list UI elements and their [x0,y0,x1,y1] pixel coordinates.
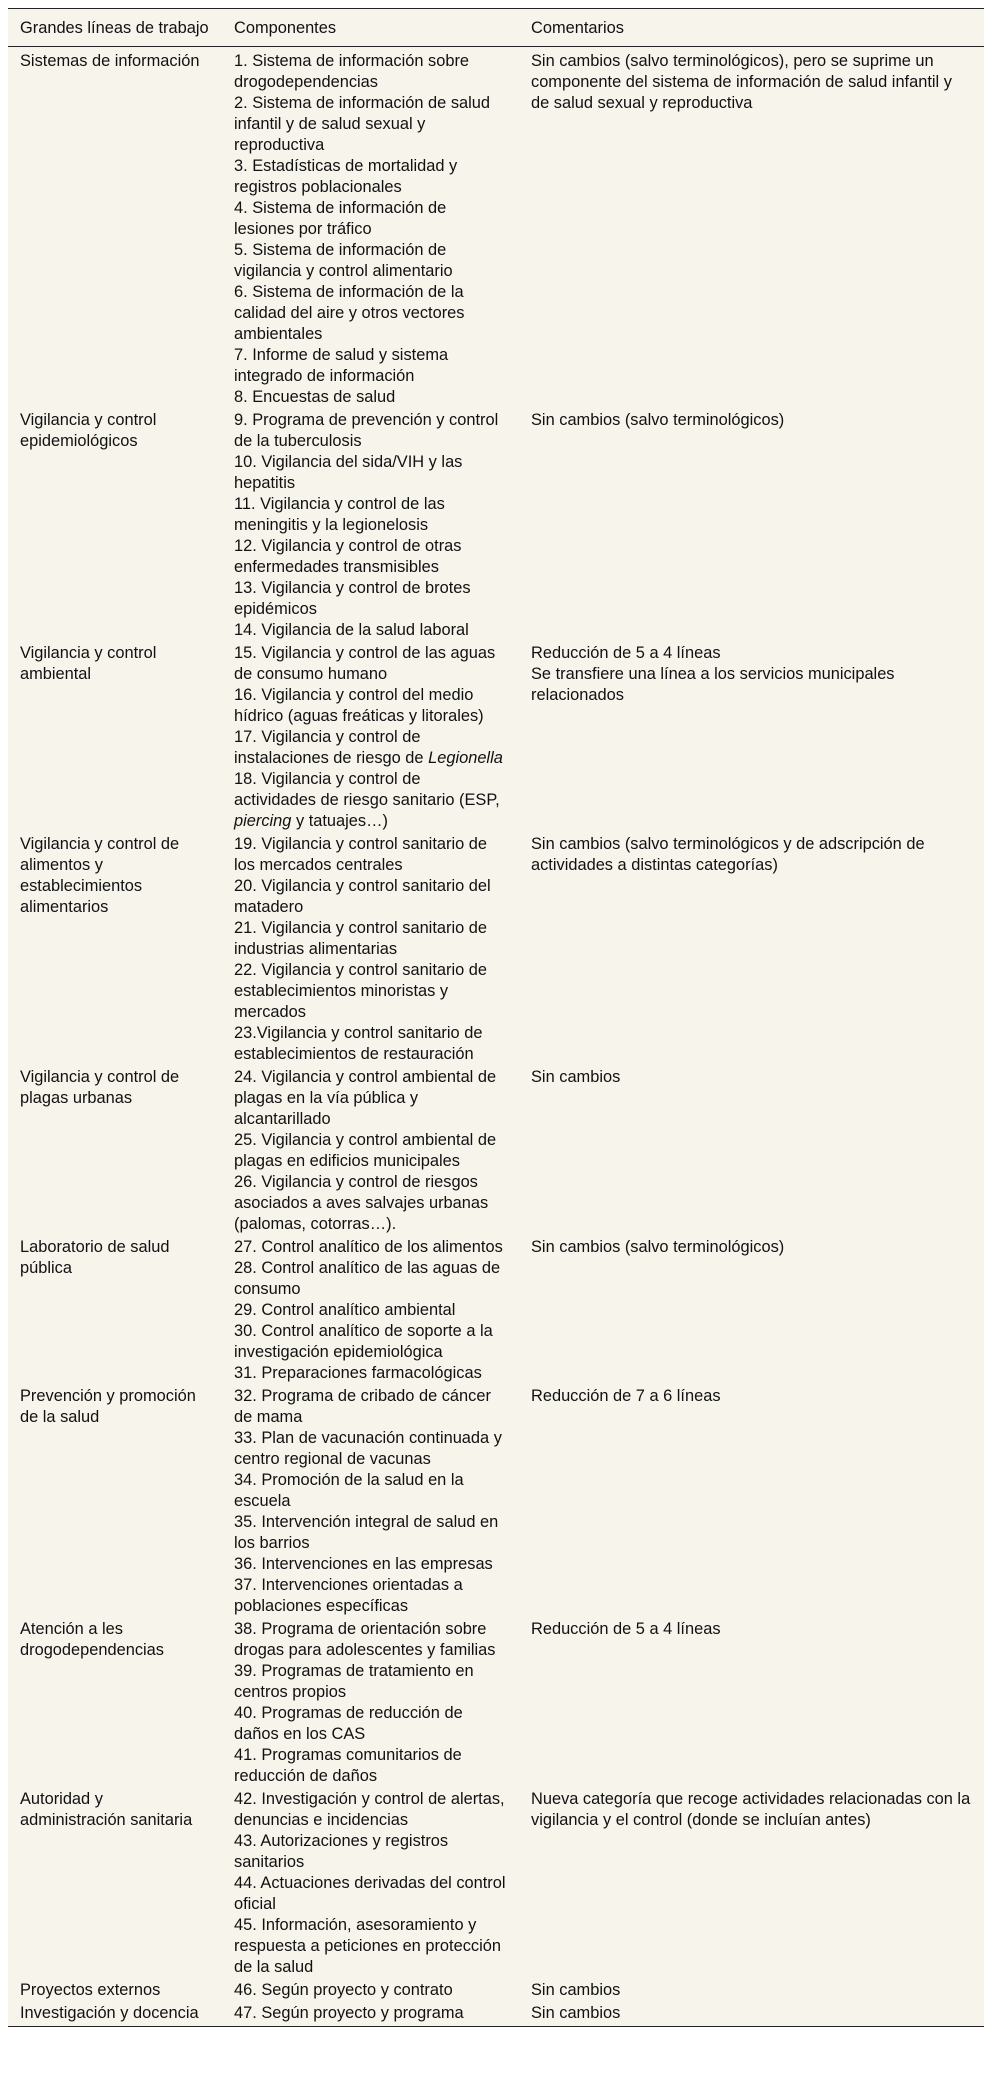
componente-item: 25. Vigilancia y control ambiental de plagas en edificios municipales [234,1131,497,1170]
componente-item: 41. Programas comunitarios de reducción de daños [234,1746,462,1785]
componente-item: 34. Promoción de la salud en la escuela [234,1471,464,1510]
componente-item: 12. Vigilancia y control de otras enfermedades transmisibles [234,537,462,576]
row-area-cell: Proyectos externos [20,1981,161,1999]
work-lines-table-container [8,8,984,2027]
componente-item: 26. Vigilancia y control de riesgos asociados a aves salvajes urbanas (palomas, cotorras…). [234,1173,489,1233]
header-comentarios: Comentarios [519,9,984,47]
table-row [8,1066,984,1236]
row-componentes-cell [222,47,519,410]
row-area-cell: Sistemas de información [20,52,200,70]
row-comentarios-cell [519,1979,984,2002]
row-comentarios-cell [519,47,984,410]
row-comentarios-cell [519,1788,984,1979]
comentario-item: Sin cambios (salvo terminológicos), pero se suprime un componente del sistema de información de salud infantil y de salud sexual y reproductiva [531,52,952,112]
componente-item: 8. Encuestas de salud [234,388,396,406]
row-comentarios-cell [519,1618,984,1788]
componente-item: 24. Vigilancia y control ambiental de plagas en la vía pública y alcantarillado [234,1068,497,1128]
componente-item: 9. Programa de prevención y control de la tuberculosis [234,411,499,450]
row-area-cell: Vigilancia y control ambiental [20,644,157,683]
componente-item: 20. Vigilancia y control sanitario del matadero [234,877,491,916]
table-row [8,2002,984,2026]
row-comentarios-cell [519,642,984,833]
table-row [8,833,984,1066]
row-comentarios-cell [519,1236,984,1385]
componente-item: 42. Investigación y control de alertas, denuncias e incidencias [234,1790,505,1829]
row-componentes-cell [222,1385,519,1618]
row-componentes-cell [222,1066,519,1236]
comentario-item: Sin cambios (salvo terminológicos) [531,411,785,429]
row-comentarios-cell [519,2002,984,2026]
componente-item: 21. Vigilancia y control sanitario de industrias alimentarias [234,919,487,958]
componente-item: 4. Sistema de información de lesiones por tráfico [234,199,447,238]
row-area-cell: Vigilancia y control de alimentos y establecimientos alimentarios [20,835,180,916]
row-componentes-cell [222,1618,519,1788]
row-componentes-cell [222,1979,519,2002]
table-row [8,1385,984,1618]
row-area-cell: Laboratorio de salud pública [20,1238,170,1277]
componente-item: 29. Control analítico ambiental [234,1301,456,1319]
table-body [8,47,984,2027]
componente-item: 31. Preparaciones farmacológicas [234,1364,482,1382]
componente-item: 45. Información, asesoramiento y respuesta a peticiones en protección de la salud [234,1916,501,1976]
componente-item: 27. Control analítico de los alimentos [234,1238,503,1256]
comentario-item: Nueva categoría que recoge actividades relacionadas con la vigilancia y el control (donde se incluían antes) [531,1790,971,1829]
row-area-cell: Prevención y promoción de la salud [20,1387,196,1426]
componente-item: 39. Programas de tratamiento en centros propios [234,1662,474,1701]
componente-item: 15. Vigilancia y control de las aguas de consumo humano [234,644,496,683]
comentario-item: Sin cambios [531,2004,621,2022]
componente-item: 47. Según proyecto y programa [234,2004,464,2022]
componente-item: 3. Estadísticas de mortalidad y registros poblacionales [234,157,458,196]
row-comentarios-cell [519,1385,984,1618]
table-header [8,9,984,47]
table-row [8,642,984,833]
row-comentarios-cell [519,833,984,1066]
componente-item: 36. Intervenciones en las empresas [234,1555,493,1573]
componente-item: 35. Intervención integral de salud en los barrios [234,1513,499,1552]
row-area-cell: Investigación y docencia [20,2004,199,2022]
header-grandes-lineas: Grandes líneas de trabajo [8,9,222,47]
row-area-cell: Vigilancia y control de plagas urbanas [20,1068,180,1107]
componente-item: 14. Vigilancia de la salud laboral [234,621,469,639]
componente-item: 13. Vigilancia y control de brotes epidémicos [234,579,471,618]
table-row [8,1979,984,2002]
comentario-item: Reducción de 7 a 6 líneas [531,1387,721,1405]
componente-item: 38. Programa de orientación sobre drogas para adolescentes y familias [234,1620,496,1659]
comentario-item: Reducción de 5 a 4 líneas [531,644,721,662]
componente-item: 30. Control analítico de soporte a la investigación epidemiológica [234,1322,493,1361]
componente-item: 32. Programa de cribado de cáncer de mama [234,1387,491,1426]
row-comentarios-cell [519,409,984,642]
row-area-cell: Atención a les drogodependencias [20,1620,164,1659]
table-row [8,47,984,410]
row-componentes-cell [222,642,519,833]
row-componentes-cell [222,1788,519,1979]
row-componentes-cell [222,833,519,1066]
comentario-item: Sin cambios [531,1068,621,1086]
row-area-cell: Autoridad y administración sanitaria [20,1790,193,1829]
componente-item: 17. Vigilancia y control de instalaciones de riesgo de Legionella [234,728,503,767]
componente-item: 22. Vigilancia y control sanitario de establecimientos minoristas y mercados [234,961,487,1021]
componente-item: 1. Sistema de información sobre drogodependencias [234,52,470,91]
header-componentes: Componentes [222,9,519,47]
row-area-cell: Vigilancia y control epidemiológicos [20,411,157,450]
componente-item: 2. Sistema de información de salud infantil y de salud sexual y reproductiva [234,94,491,154]
comentario-item: Reducción de 5 a 4 líneas [531,1620,721,1638]
componente-item: 7. Informe de salud y sistema integrado de información [234,346,449,385]
componente-item: 11. Vigilancia y control de las meningitis y la legionelosis [234,495,445,534]
row-componentes-cell [222,2002,519,2026]
componente-item: 33. Plan de vacunación continuada y centro regional de vacunas [234,1429,502,1468]
componente-item: 37. Intervenciones orientadas a poblaciones específicas [234,1576,463,1615]
componente-item: 16. Vigilancia y control del medio hídrico (aguas freáticas y litorales) [234,686,484,725]
row-componentes-cell [222,1236,519,1385]
componente-item: 18. Vigilancia y control de actividades de riesgo sanitario (ESP, piercing y tatuajes…) [234,770,500,830]
comentario-item: Se transfiere una línea a los servicios municipales relacionados [531,665,895,704]
table-row [8,1618,984,1788]
componente-item: 6. Sistema de información de la calidad del aire y otros vectores ambientales [234,283,465,343]
table-row [8,1236,984,1385]
componente-item: 40. Programas de reducción de daños en los CAS [234,1704,463,1743]
table-row [8,1788,984,1979]
row-comentarios-cell [519,1066,984,1236]
row-componentes-cell [222,409,519,642]
componente-item: 5. Sistema de información de vigilancia y control alimentario [234,241,453,280]
componente-item: 19. Vigilancia y control sanitario de los mercados centrales [234,835,487,874]
componente-item: 28. Control analítico de las aguas de consumo [234,1259,501,1298]
componente-item: 10. Vigilancia del sida/VIH y las hepatitis [234,453,463,492]
comentario-item: Sin cambios (salvo terminológicos y de adscripción de actividades a distintas categorías) [531,835,925,874]
header-row [8,9,984,47]
componente-item: 44. Actuaciones derivadas del control oficial [234,1874,506,1913]
componente-item: 46. Según proyecto y contrato [234,1981,453,1999]
table-row [8,409,984,642]
comentario-item: Sin cambios (salvo terminológicos) [531,1238,785,1256]
comentario-item: Sin cambios [531,1981,621,1999]
work-lines-table [8,9,984,2026]
componente-item: 43. Autorizaciones y registros sanitarios [234,1832,449,1871]
componente-item: 23.Vigilancia y control sanitario de establecimientos de restauración [234,1024,483,1063]
